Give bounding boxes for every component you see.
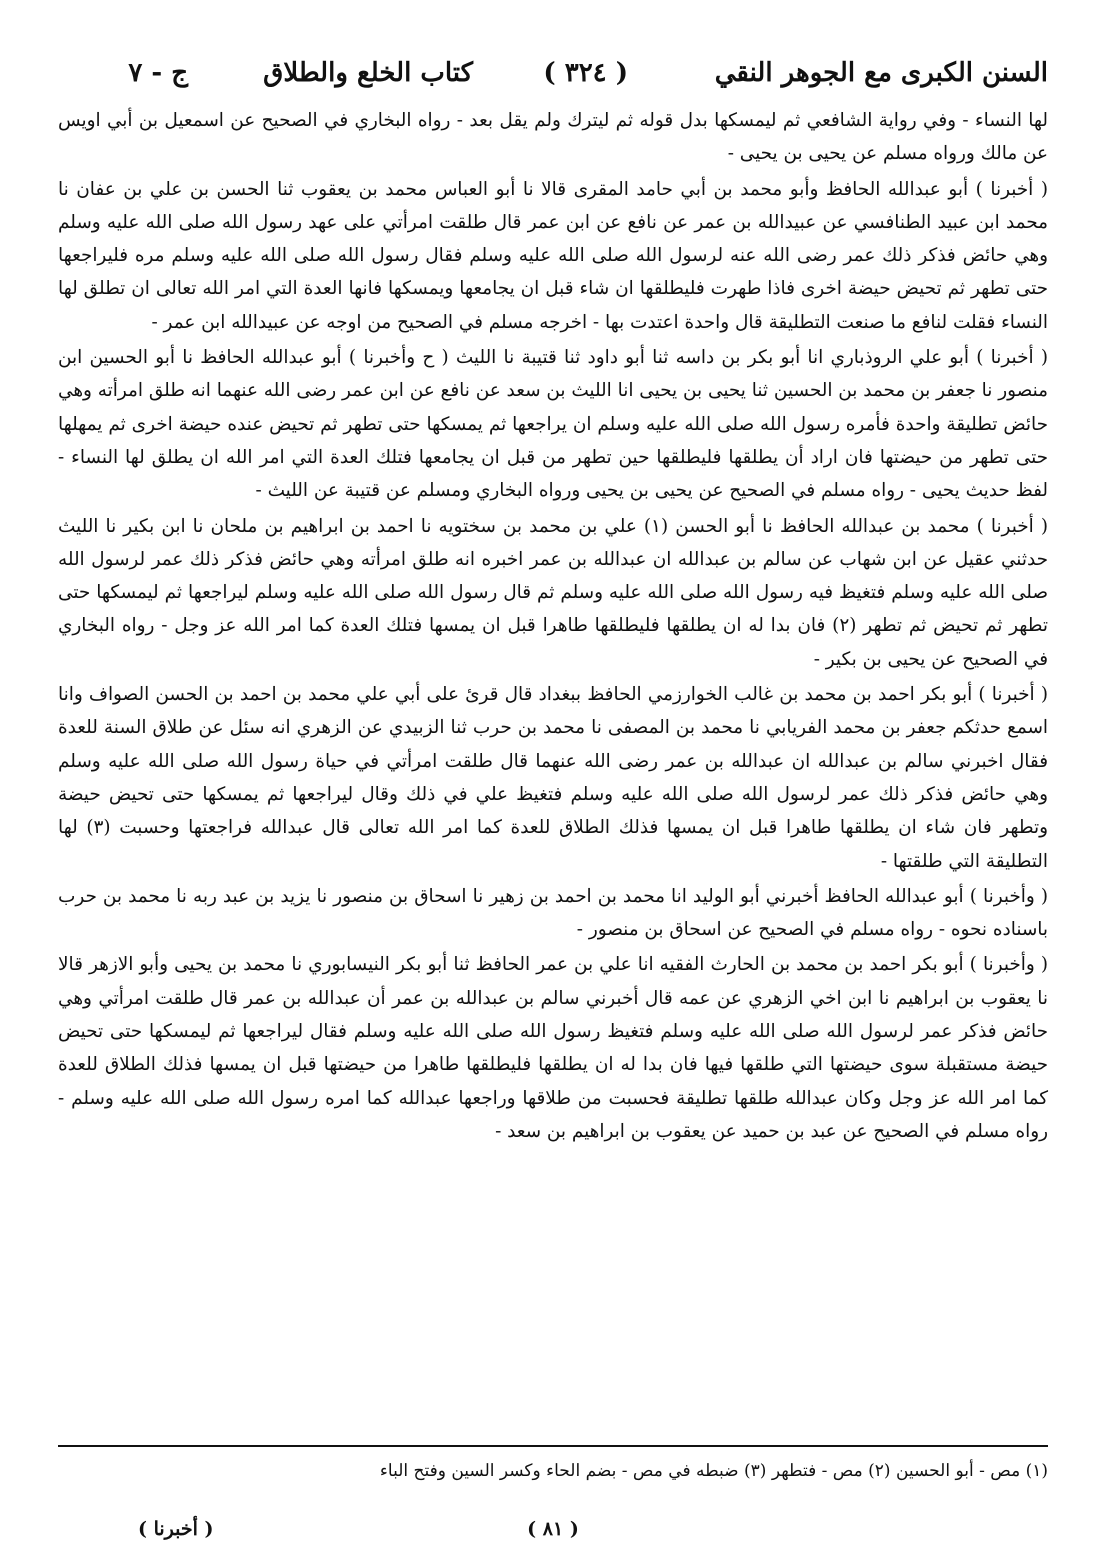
main-text: [58, 104, 1048, 1148]
header-volume: ج - ٧: [128, 58, 188, 88]
paragraph: لها النساء - وفي رواية الشافعي ثم ليمسكها بدل قوله ثم ليترك ولم يقل بعد - رواه البخاري في الصحيح عن اسمعيل بن أبي اويس عن مالك ورواه مسلم عن يحيى بن يحيى -: [58, 110, 1048, 165]
paragraph: ( وأخبرنا ) أبو بكر احمد بن محمد بن الحارث الفقيه انا علي بن عمر الحافظ ثنا أبو بكر النيسابوري نا محمد بن يحيى وأبو الازهر قالا نا يعقوب بن ابراهيم نا ابن اخي الزهري عن عمه قال أخبرني سالم بن عبدالله بن عمر أن عبدالله بن عمر قال طلقت امرأتي وهي حائض فذكر عمر لرسول الله صلى الله عليه وسلم فتغيظ رسول الله صلى الله عليه وسلم فقال ليراجعها ثم ليمسكها حتى تحيض حيضة مستقبلة سوى حيضتها التي طلقها فيها فان بدا له ان يطلقها فليطلقها طاهرا من حيضتها قبل ان يمسها فذلك الطلاق للعدة كما امر الله عز وجل وكان عبدالله طلقها تطليقة فحسبت من طلاقها وراجعها عبدالله كما امره رسول الله صلى الله عليه وسلم - رواه مسلم في الصحيح عن عبد بن حميد عن يعقوب بن ابراهيم بن سعد -: [58, 954, 1048, 1142]
paragraph: ( أخبرنا ) أبو علي الروذباري انا أبو بكر بن داسه ثنا أبو داود ثنا قتيبة نا الليث ( ح وأخبرنا ) أبو عبدالله الحافظ نا أبو الحسين ابن منصور نا جعفر بن محمد بن الحسين ثنا يحيى بن يحيى انا الليث بن سعد عن نافع عن ابن عمر رضى الله عنهما انه طلق امرأته وهي حائض تطليقة واحدة فأمره رسول الله صلى الله عليه وسلم ان يراجعها ثم يمسكها حتى تطهر ثم تحيض عنده حيضة اخرى ثم يمهلها حتى تطهر من حيضتها فان اراد أن يطلقها فليطلقها حين تطهر من قبل ان يجامعها فتلك العدة التي امر الله ان يطلق لها النساء - لفظ حديث يحيى - رواه مسلم في الصحيح عن يحيى بن يحيى ورواه البخاري ومسلم عن قتيبة عن الليث -: [58, 347, 1048, 502]
running-header: [58, 52, 1048, 104]
header-book-title: كتاب الخلع والطلاق: [263, 58, 473, 88]
paragraph: ( أخبرنا ) محمد بن عبدالله الحافظ نا أبو الحسن (١) علي بن محمد بن سختويه نا احمد بن ابراهيم بن ملحان نا ابن بكير نا الليث حدثني عقيل عن ابن شهاب عن سالم بن عبدالله ان عبدالله بن عمر اخبره انه طلق امرأته وهي حائض فذكر ذلك عمر لرسول الله صلى الله عليه وسلم فتغيظ فيه رسول الله صلى الله عليه وسلم ثم قال رسول الله صلى الله عليه وسلم ليراجعها ثم ليمسكها حتى تطهر ثم تحيض ثم تطهر (٢) فان بدا له ان يطلقها فليطلقها طاهرا قبل ان يمسها فتلك العدة كما امر الله عز وجل - رواه البخاري في الصحيح عن يحيى بن بكير -: [58, 515, 1048, 670]
page-number: ( ٨١ ): [527, 1518, 579, 1540]
paragraph: ( أخبرنا ) أبو عبدالله الحافظ وأبو محمد بن أبي حامد المقرى قالا نا أبو العباس محمد بن يعقوب ثنا الحسن بن علي بن عفان نا محمد ابن عبيد الطنافسي عن عبيدالله بن عمر عن نافع عن ابن عمر قال طلقت امرأتي على عهد رسول الله صلى الله عليه وسلم وهي حائض فذكر ذلك عمر رضى الله عنه لرسول الله صلى الله عليه وسلم فقال رسول الله صلى الله عليه وسلم مره فليراجعها حتى تطهر ثم تحيض حيضة اخرى فاذا طهرت فليطلقها ان شاء قبل ان يجامعها ويمسكها فانها العدة التي امر الله تعالى ان تطلق لها النساء فقلت لنافع ما صنعت التطليقة قال واحدة اعتدت بها - اخرجه مسلم في الصحيح من اوجه عن عبيدالله ابن عمر -: [58, 178, 1048, 333]
book-page: [58, 52, 1048, 1540]
paragraph: ( وأخبرنا ) أبو عبدالله الحافظ أخبرني أبو الوليد انا محمد بن احمد بن زهير نا اسحاق بن منصور نا يزيد بن عبد ربه نا محمد بن حرب باسناده نحوه - رواه مسلم في الصحيح عن اسحاق بن منصور -: [58, 885, 1048, 941]
footnote-divider: [58, 1445, 1048, 1447]
footnotes: (١) مص - أبو الحسين (٢) مص - فتطهر (٣) ضبطه في مص - بضم الحاء وكسر السين وفتح الباء: [379, 1461, 1048, 1481]
header-page-number: ( ٣٢٤ ): [543, 58, 628, 88]
catchword: ( أخبرنا ): [138, 1518, 214, 1540]
paragraph: ( أخبرنا ) أبو بكر احمد بن محمد بن غالب الخوارزمي الحافظ ببغداد قال قرئ على أبي علي محمد بن احمد بن الحسن الصواف وانا اسمع حدثكم جعفر بن محمد الفريابي نا محمد بن المصفى نا محمد بن حرب ثنا الزبيدي عن الزهري انه سئل عن طلاق السنة للعدة فقال اخبرني سالم بن عبدالله ان عبدالله بن عمر رضى الله عنهما قال طلقت امرأتي في حياة رسول الله صلى الله عليه وسلم وهي حائض فذكر ذلك عمر لرسول الله صلى الله عليه وسلم فتغيظ علي في ذلك وقال ليراجعها ثم يمسكها حتى تحيض حيضة وتطهر فان شاء ان يطلقها طاهرا قبل ان يمسها فذلك الطلاق للعدة كما امر الله تعالى قال عبدالله فراجعتها وحسبت (٣) لها التطليقة التي طلقتها -: [58, 684, 1048, 872]
header-title: السنن الكبرى مع الجوهر النقي: [714, 58, 1048, 88]
